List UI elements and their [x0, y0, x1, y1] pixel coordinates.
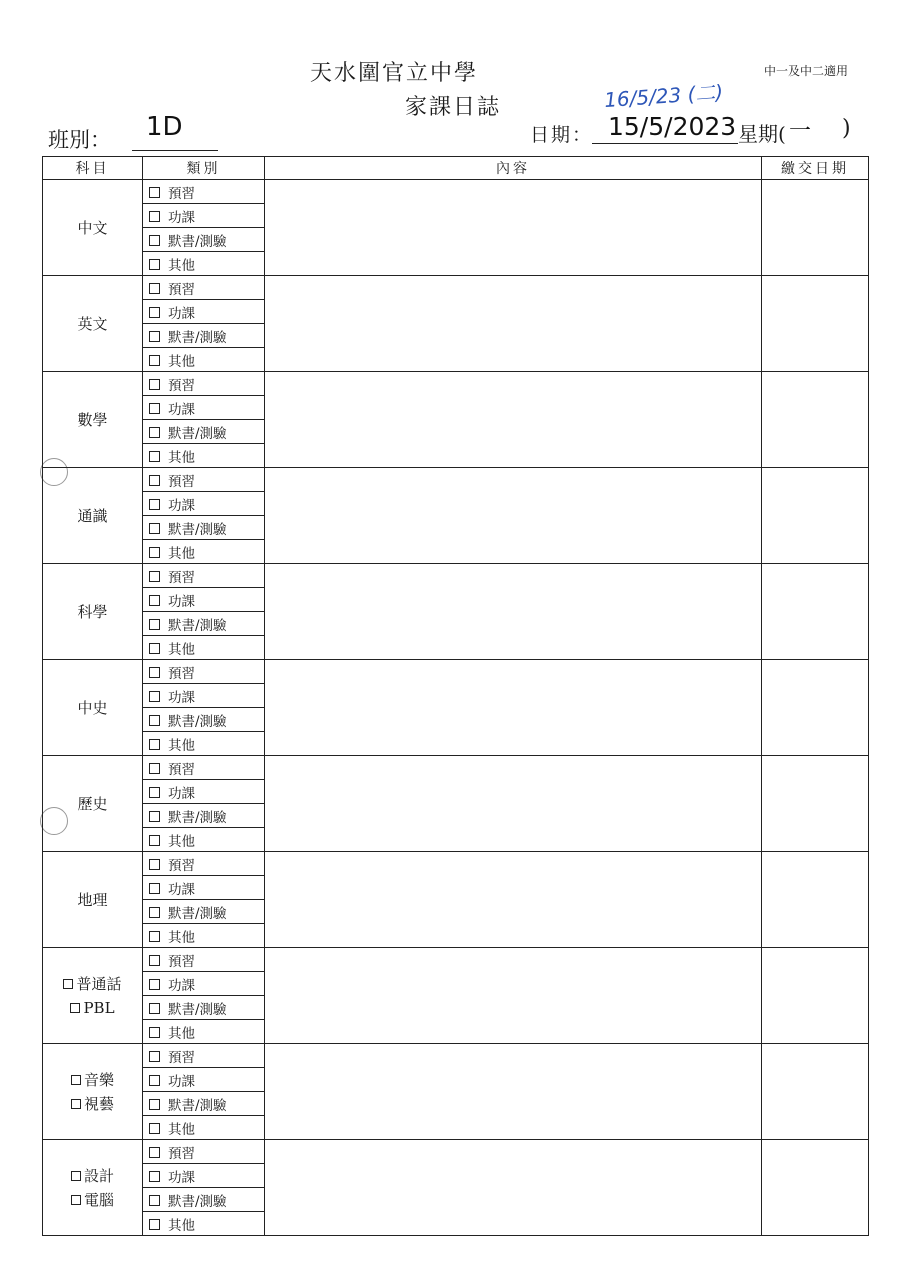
- category-label: 默書/測驗: [168, 905, 227, 922]
- table-row: [43, 180, 869, 204]
- subject-checkbox[interactable]: [70, 1003, 80, 1013]
- category-checkbox[interactable]: [149, 1075, 160, 1086]
- category-label: 默書/測驗: [168, 329, 227, 346]
- content-cell[interactable]: [265, 852, 762, 948]
- category-label: 默書/測驗: [168, 425, 227, 442]
- category-cell[interactable]: [143, 564, 265, 588]
- due-date-cell[interactable]: [762, 276, 869, 372]
- table-row: [43, 852, 869, 876]
- due-date-cell[interactable]: [762, 1140, 869, 1236]
- subject-line: [43, 888, 142, 912]
- subject-line: [43, 696, 142, 720]
- form-title: 家課日誌: [405, 95, 502, 120]
- category-cell[interactable]: [143, 204, 265, 228]
- category-cell[interactable]: [143, 756, 265, 780]
- subject-cell: [43, 372, 143, 468]
- due-date-cell[interactable]: [762, 660, 869, 756]
- category-checkbox[interactable]: [149, 355, 160, 366]
- category-checkbox[interactable]: [149, 475, 160, 486]
- table-header-row: [43, 157, 869, 180]
- category-label: 預習: [168, 1049, 195, 1066]
- weekday-label: 星期(: [738, 122, 786, 146]
- category-checkbox[interactable]: [149, 979, 160, 990]
- table-row: [43, 468, 869, 492]
- table-row: [43, 660, 869, 684]
- category-label: 其他: [168, 737, 195, 754]
- subject-line: [43, 408, 142, 432]
- category-checkbox[interactable]: [149, 547, 160, 558]
- category-cell[interactable]: [143, 1068, 265, 1092]
- category-cell[interactable]: [143, 276, 265, 300]
- subject-checkbox[interactable]: [71, 1075, 81, 1085]
- category-cell[interactable]: [143, 300, 265, 324]
- homework-table: [42, 156, 869, 1236]
- category-checkbox[interactable]: [149, 403, 160, 414]
- category-label: 默書/測驗: [168, 521, 227, 538]
- category-cell[interactable]: [143, 804, 265, 828]
- category-cell[interactable]: [143, 1188, 265, 1212]
- category-checkbox[interactable]: [149, 859, 160, 870]
- subject-line[interactable]: [43, 1164, 142, 1188]
- category-checkbox[interactable]: [149, 619, 160, 630]
- category-checkbox[interactable]: [149, 259, 160, 270]
- category-label: 默書/測驗: [168, 713, 227, 730]
- subject-cell: [43, 852, 143, 948]
- subject-line: [43, 504, 142, 528]
- category-label: 其他: [168, 833, 195, 850]
- category-label: 功課: [168, 689, 195, 706]
- category-checkbox[interactable]: [149, 1171, 160, 1182]
- category-cell[interactable]: [143, 972, 265, 996]
- column-header-due-date: 繳交日期: [762, 157, 869, 180]
- category-label: 預習: [168, 857, 195, 874]
- category-label: 其他: [168, 257, 195, 274]
- subject-name: PBL: [83, 998, 115, 1017]
- category-cell[interactable]: [143, 324, 265, 348]
- category-cell[interactable]: [143, 180, 265, 204]
- due-date-cell[interactable]: [762, 372, 869, 468]
- table-row: [43, 564, 869, 588]
- category-label: 其他: [168, 929, 195, 946]
- weekday-value[interactable]: 一: [789, 119, 812, 144]
- category-checkbox[interactable]: [149, 1003, 160, 1014]
- category-label: 默書/測驗: [168, 1193, 227, 1210]
- category-checkbox[interactable]: [149, 1027, 160, 1038]
- subject-line: [43, 312, 142, 336]
- table-row: [43, 1140, 869, 1164]
- category-cell[interactable]: [143, 876, 265, 900]
- category-cell[interactable]: [143, 900, 265, 924]
- subject-cell: [43, 660, 143, 756]
- class-label: 班別：: [48, 128, 111, 152]
- subject-name: 普通話: [76, 974, 122, 993]
- subject-name: 中史: [77, 698, 108, 717]
- category-cell[interactable]: [143, 540, 265, 564]
- category-label: 預習: [168, 377, 195, 394]
- category-checkbox[interactable]: [149, 1123, 160, 1134]
- category-checkbox[interactable]: [149, 427, 160, 438]
- category-cell[interactable]: [143, 1020, 265, 1044]
- category-checkbox[interactable]: [149, 211, 160, 222]
- category-label: 預習: [168, 185, 195, 202]
- category-label: 其他: [168, 1217, 195, 1234]
- content-cell[interactable]: [265, 948, 762, 1044]
- category-checkbox[interactable]: [149, 235, 160, 246]
- category-checkbox[interactable]: [149, 835, 160, 846]
- category-checkbox[interactable]: [149, 451, 160, 462]
- weekday-close-paren: ): [842, 116, 851, 141]
- category-cell[interactable]: [143, 1116, 265, 1140]
- category-label: 其他: [168, 353, 195, 370]
- category-cell[interactable]: [143, 1164, 265, 1188]
- table-row: [43, 276, 869, 300]
- category-checkbox[interactable]: [149, 379, 160, 390]
- date-underline: [592, 143, 738, 144]
- subject-checkbox[interactable]: [63, 979, 73, 989]
- category-checkbox[interactable]: [149, 883, 160, 894]
- subject-name: 英文: [77, 314, 108, 333]
- category-label: 功課: [168, 977, 195, 994]
- content-cell[interactable]: [265, 180, 762, 276]
- content-cell[interactable]: [265, 276, 762, 372]
- category-cell[interactable]: [143, 228, 265, 252]
- category-cell[interactable]: [143, 636, 265, 660]
- subject-name: 通識: [77, 506, 108, 525]
- table-body: [43, 180, 869, 1236]
- category-cell[interactable]: [143, 468, 265, 492]
- content-cell[interactable]: [265, 1044, 762, 1140]
- subject-checkbox[interactable]: [71, 1171, 81, 1181]
- category-label: 功課: [168, 881, 195, 898]
- category-label: 功課: [168, 593, 195, 610]
- subject-checkbox[interactable]: [71, 1099, 81, 1109]
- category-label: 功課: [168, 1073, 195, 1090]
- category-cell[interactable]: [143, 396, 265, 420]
- subject-line[interactable]: [43, 972, 142, 996]
- category-cell[interactable]: [143, 1140, 265, 1164]
- category-label: 默書/測驗: [168, 1001, 227, 1018]
- subject-name: 中文: [77, 218, 108, 237]
- subject-name: 數學: [77, 410, 108, 429]
- subject-name: 科學: [77, 602, 108, 621]
- category-checkbox[interactable]: [149, 787, 160, 798]
- subject-cell: [43, 948, 143, 1044]
- category-label: 其他: [168, 1025, 195, 1042]
- subject-cell: [43, 1140, 143, 1236]
- subject-line: [43, 792, 142, 816]
- category-label: 預習: [168, 569, 195, 586]
- category-label: 預習: [168, 281, 195, 298]
- category-cell[interactable]: [143, 612, 265, 636]
- date-value[interactable]: 15/5/2023: [608, 112, 737, 141]
- table-row: [43, 948, 869, 972]
- category-checkbox[interactable]: [149, 667, 160, 678]
- category-label: 功課: [168, 1169, 195, 1186]
- subject-line[interactable]: [43, 1068, 142, 1092]
- subject-name: 地理: [77, 890, 108, 909]
- due-date-cell[interactable]: [762, 852, 869, 948]
- subject-checkbox[interactable]: [71, 1195, 81, 1205]
- category-label: 功課: [168, 401, 195, 418]
- category-checkbox[interactable]: [149, 907, 160, 918]
- class-underline: [132, 150, 218, 151]
- category-label: 其他: [168, 641, 195, 658]
- category-label: 默書/測驗: [168, 233, 227, 250]
- category-cell[interactable]: [143, 708, 265, 732]
- content-cell[interactable]: [265, 372, 762, 468]
- category-checkbox[interactable]: [149, 1195, 160, 1206]
- category-label: 預習: [168, 953, 195, 970]
- category-cell[interactable]: [143, 732, 265, 756]
- category-checkbox[interactable]: [149, 187, 160, 198]
- category-cell[interactable]: [143, 1044, 265, 1068]
- subject-name: 電腦: [83, 1190, 114, 1209]
- content-cell[interactable]: [265, 756, 762, 852]
- category-checkbox[interactable]: [149, 691, 160, 702]
- subject-line[interactable]: [43, 1188, 142, 1212]
- category-label: 默書/測驗: [168, 617, 227, 634]
- category-cell[interactable]: [143, 420, 265, 444]
- due-date-cell[interactable]: [762, 180, 869, 276]
- category-cell[interactable]: [143, 780, 265, 804]
- category-cell[interactable]: [143, 660, 265, 684]
- category-cell[interactable]: [143, 348, 265, 372]
- category-label: 功課: [168, 497, 195, 514]
- school-name: 天水圍官立中學: [310, 61, 479, 86]
- category-label: 預習: [168, 665, 195, 682]
- category-label: 功課: [168, 305, 195, 322]
- category-checkbox[interactable]: [149, 1099, 160, 1110]
- category-cell[interactable]: [143, 516, 265, 540]
- category-checkbox[interactable]: [149, 499, 160, 510]
- category-checkbox[interactable]: [149, 811, 160, 822]
- subject-line[interactable]: [43, 1092, 142, 1116]
- category-checkbox[interactable]: [149, 523, 160, 534]
- subject-cell: [43, 468, 143, 564]
- category-cell[interactable]: [143, 852, 265, 876]
- due-date-cell[interactable]: [762, 756, 869, 852]
- category-label: 預習: [168, 1145, 195, 1162]
- category-checkbox[interactable]: [149, 571, 160, 582]
- category-cell[interactable]: [143, 1092, 265, 1116]
- content-cell[interactable]: [265, 1140, 762, 1236]
- category-cell[interactable]: [143, 996, 265, 1020]
- due-date-cell[interactable]: [762, 1044, 869, 1140]
- category-checkbox[interactable]: [149, 955, 160, 966]
- category-label: 預習: [168, 473, 195, 490]
- subject-cell: [43, 180, 143, 276]
- category-cell[interactable]: [143, 924, 265, 948]
- due-date-cell[interactable]: [762, 564, 869, 660]
- category-label: 其他: [168, 449, 195, 466]
- handwritten-alt-date: 16/5/23 (二): [603, 79, 724, 113]
- category-checkbox[interactable]: [149, 931, 160, 942]
- category-cell[interactable]: [143, 948, 265, 972]
- category-cell[interactable]: [143, 252, 265, 276]
- subject-name: 歷史: [77, 794, 108, 813]
- content-cell[interactable]: [265, 468, 762, 564]
- category-checkbox[interactable]: [149, 763, 160, 774]
- category-label: 其他: [168, 545, 195, 562]
- content-cell[interactable]: [265, 660, 762, 756]
- subject-cell: [43, 564, 143, 660]
- subject-cell: [43, 276, 143, 372]
- category-label: 功課: [168, 209, 195, 226]
- subject-line: [43, 600, 142, 624]
- column-header-content: 內容: [265, 157, 762, 180]
- category-checkbox[interactable]: [149, 331, 160, 342]
- category-cell[interactable]: [143, 444, 265, 468]
- content-cell[interactable]: [265, 564, 762, 660]
- subject-name: 設計: [83, 1166, 114, 1185]
- table-row: [43, 372, 869, 396]
- due-date-cell[interactable]: [762, 948, 869, 1044]
- category-checkbox[interactable]: [149, 1147, 160, 1158]
- applicable-forms-note: 中一及中二適用: [764, 64, 849, 78]
- category-cell[interactable]: [143, 828, 265, 852]
- subject-cell: [43, 1044, 143, 1140]
- category-cell[interactable]: [143, 492, 265, 516]
- category-checkbox[interactable]: [149, 715, 160, 726]
- table-row: [43, 1044, 869, 1068]
- category-label: 其他: [168, 1121, 195, 1138]
- category-checkbox[interactable]: [149, 739, 160, 750]
- subject-name: 音樂: [83, 1070, 114, 1089]
- category-checkbox[interactable]: [149, 307, 160, 318]
- category-cell[interactable]: [143, 372, 265, 396]
- category-cell[interactable]: [143, 1212, 265, 1236]
- subject-line[interactable]: [43, 996, 142, 1020]
- category-label: 默書/測驗: [168, 809, 227, 826]
- category-checkbox[interactable]: [149, 1051, 160, 1062]
- category-label: 預習: [168, 761, 195, 778]
- due-date-cell[interactable]: [762, 468, 869, 564]
- category-cell[interactable]: [143, 588, 265, 612]
- category-checkbox[interactable]: [149, 1219, 160, 1230]
- class-value[interactable]: 1D: [146, 112, 183, 142]
- category-cell[interactable]: [143, 684, 265, 708]
- category-checkbox[interactable]: [149, 643, 160, 654]
- subject-line: [43, 216, 142, 240]
- category-label: 功課: [168, 785, 195, 802]
- category-checkbox[interactable]: [149, 595, 160, 606]
- category-label: 默書/測驗: [168, 1097, 227, 1114]
- subject-cell: [43, 756, 143, 852]
- column-header-subject: 科目: [43, 157, 143, 180]
- date-label: 日期：: [530, 124, 594, 146]
- column-header-category: 類別: [143, 157, 265, 180]
- table-row: [43, 756, 869, 780]
- subject-name: 視藝: [83, 1094, 114, 1113]
- category-checkbox[interactable]: [149, 283, 160, 294]
